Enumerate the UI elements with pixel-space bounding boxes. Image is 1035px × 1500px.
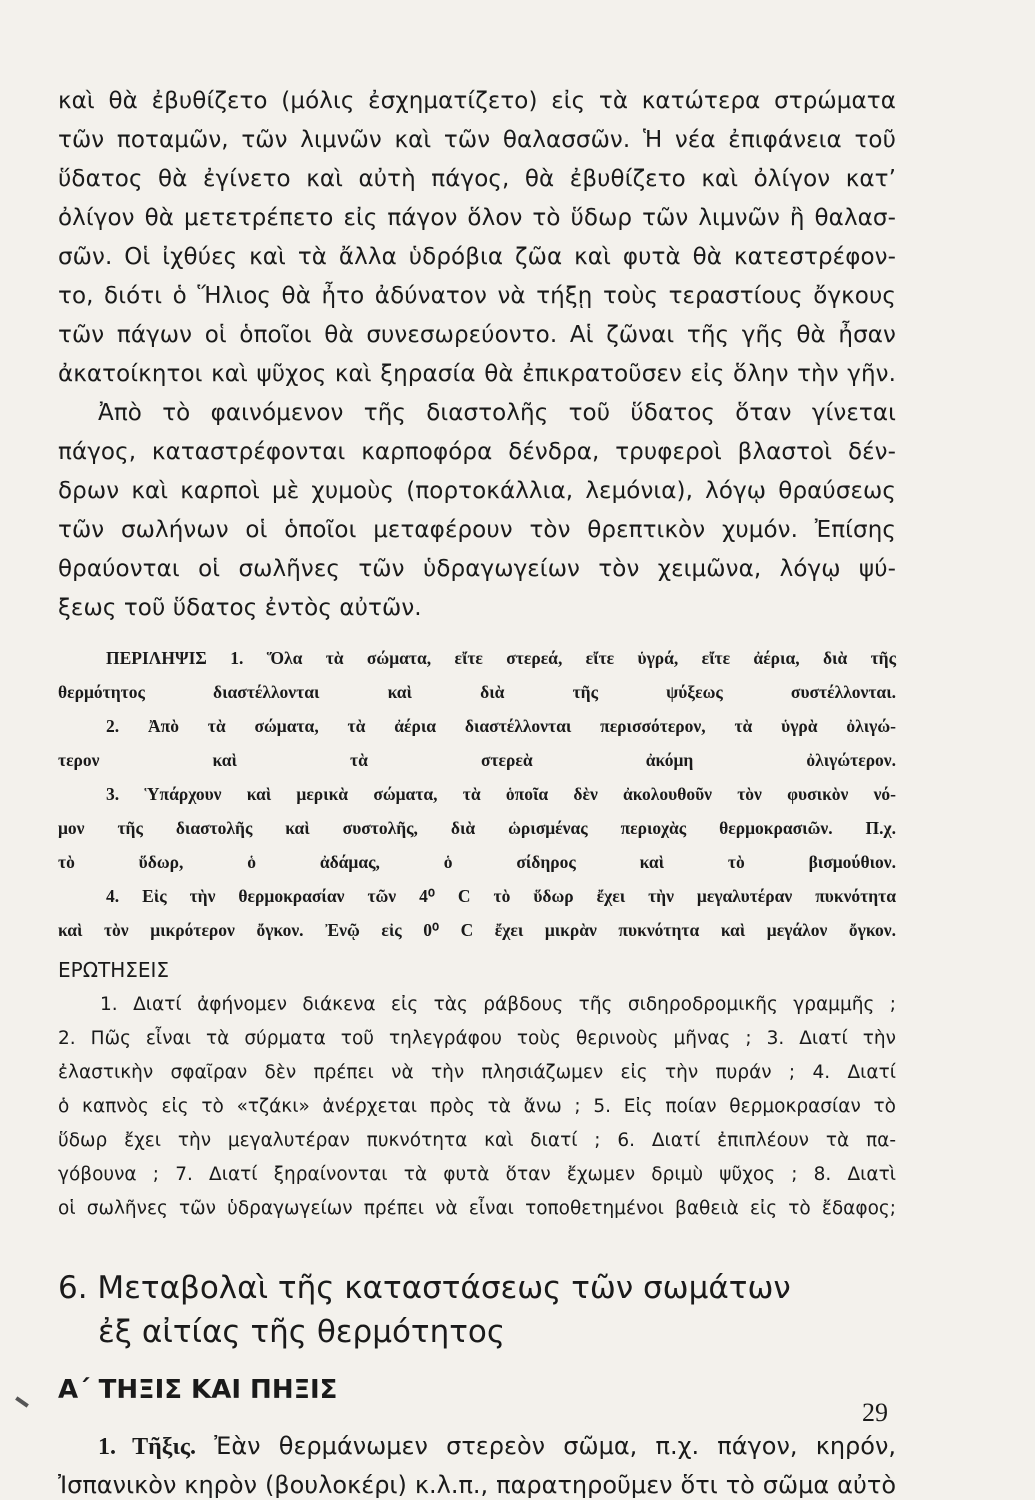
summary-line: μον τῆς διαστολῆς καὶ συστολῆς, διὰ ὡρισμένας περιοχὰς θερμοκρασιῶν. Π.χ. bbox=[58, 818, 896, 838]
paragraph-line: δρων καὶ καρποὶ μὲ χυμοὺς (πορτοκάλλια, λεμόνια), λόγῳ θραύσεως bbox=[58, 478, 896, 504]
paragraph-line: τῶν πάγων οἱ ὁποῖοι θὰ συνεσωρεύοντο. Αἱ ζῶναι τῆς γῆς θὰ ἦσαν bbox=[58, 322, 896, 348]
paragraph-line: καὶ θὰ ἐβυθίζετο (μόλις ἐσχηματίζετο) εἰς τὰ κατώτερα στρώματα bbox=[58, 88, 896, 114]
paragraph-line: τῶν ποταμῶν, τῶν λιμνῶν καὶ τῶν θαλασσῶν. Ἡ νέα ἐπιφάνεια τοῦ bbox=[58, 127, 896, 153]
question-line: ἐλαστικὴν σφαῖραν δὲν πρέπει νὰ τὴν πλησιάζωμεν εἰς τὴν πυράν ; 4. Διατί bbox=[58, 1062, 896, 1083]
paragraph-line: ὀλίγον θὰ μετετρέπετο εἰς πάγον ὅλον τὸ ὕδωρ τῶν λιμνῶν ἢ θαλασ- bbox=[58, 205, 896, 231]
section-title-continued: ἐξ αἰτίας τῆς θερμότητος bbox=[98, 1314, 506, 1350]
page-number: 29 bbox=[862, 1398, 888, 1427]
question-line: ὁ καπνὸς εἰς τὸ «τζάκι» ἀνέρχεται πρὸς τὰ ἄνω ; 5. Εἰς ποίαν θερμοκρασίαν τὸ bbox=[58, 1096, 896, 1117]
paragraph-line: θραύονται οἱ σωλῆνες τῶν ὑδραγωγείων τὸν χειμῶνα, λόγῳ ψύ- bbox=[58, 556, 896, 582]
scan-mark bbox=[15, 1396, 29, 1407]
subheading: Α΄ ΤΗΞΙΣ ΚΑΙ ΠΗΞΙΣ bbox=[58, 1375, 338, 1405]
question-line: 2. Πῶς εἶναι τὰ σύρματα τοῦ τηλεγράφου τοὺς θερινοὺς μῆνας ; 3. Διατί τὴν bbox=[58, 1028, 896, 1049]
paragraph-line: τῶν σωλήνων οἱ ὁποῖοι μεταφέρουν τὸν θρεπτικὸν χυμόν. Ἐπίσης bbox=[58, 517, 896, 543]
paragraph-line: ξεως τοῦ ὕδατος ἐντὸς αὐτῶν. bbox=[58, 595, 422, 621]
paragraph-line: το, διότι ὁ Ἥλιος θὰ ἦτο ἀδύνατον νὰ τήξῃ τοὺς τεραστίους ὄγκους bbox=[58, 283, 896, 309]
paragraph-line: Ἀπὸ τὸ φαινόμενον τῆς διαστολῆς τοῦ ὕδατος ὅταν γίνεται bbox=[98, 400, 896, 426]
question-line: 1. Διατί ἀφήνομεν διάκενα εἰς τὰς ράβδους τῆς σιδηροδρομικῆς γραμμῆς ; bbox=[100, 994, 896, 1015]
final-paragraph-line bbox=[58, 1432, 896, 1461]
paragraph-line: ἀκατοίκητοι καὶ ψῦχος καὶ ξηρασία θὰ ἐπικρατοῦσεν εἰς ὅλην τὴν γῆν. bbox=[58, 361, 896, 387]
summary-line: 3. Ὑπάρχουν καὶ μερικὰ σώματα, τὰ ὁποῖα δὲν ἀκολουθοῦν τὸν φυσικὸν νό- bbox=[106, 784, 896, 804]
section-title: 6. Μεταβολαὶ τῆς καταστάσεως τῶν σωμάτων bbox=[58, 1270, 791, 1306]
question-line: γόβουνα ; 7. Διατί ξηραίνονται τὰ φυτὰ ὅταν ἔχωμεν δριμὺ ψῦχος ; 8. Διατὶ bbox=[58, 1164, 896, 1185]
summary-line: τερον καὶ τὰ στερεὰ ἀκόμη ὀλιγώτερον. bbox=[58, 750, 896, 770]
summary-line: καὶ τὸν μικρότερον ὄγκον. Ἐνῷ εἰς 0⁰ C ἔχει μικρὰν πυκνότητα καὶ μεγάλον ὄγκον. bbox=[58, 920, 896, 940]
question-line: ὕδωρ ἔχει τὴν μεγαλυτέραν πυκνότητα καὶ διατί ; 6. Διατί ἐπιπλέουν τὰ πα- bbox=[58, 1130, 896, 1151]
summary-line: 4. Εἰς τὴν θερμοκρασίαν τῶν 4⁰ C τὸ ὕδωρ ἔχει τὴν μεγαλυτέραν πυκνότητα bbox=[106, 886, 896, 906]
summary-line: θερμότητος διαστέλλονται καὶ διὰ τῆς ψύξεως συστέλλονται. bbox=[58, 682, 896, 702]
paragraph-line: πάγος, καταστρέφονται καρποφόρα δένδρα, τρυφεροὶ βλαστοὶ δέν- bbox=[58, 439, 896, 465]
summary-line: ΠΕΡΙΛΗΨΙΣ 1. Ὅλα τὰ σώματα, εἴτε στερεά, εἴτε ὑγρά, εἴτε ἀέρια, διὰ τῆς bbox=[106, 648, 896, 668]
questions-heading: ΕΡΩΤΗΣΕΙΣ bbox=[58, 958, 170, 982]
final-paragraph-line: Ἰσπανικὸν κηρὸν (βουλοκέρι) κ.λ.π., παρατηροῦμεν ὅτι τὸ σῶμα αὐτὸ bbox=[58, 1471, 896, 1499]
paragraph-line: ὕδατος θὰ ἐγίνετο καὶ αὐτὴ πάγος, θὰ ἐβυθίζετο καὶ ὀλίγον κατ’ bbox=[58, 166, 896, 192]
question-line: οἱ σωλῆνες τῶν ὑδραγωγείων πρέπει νὰ εἶναι τοποθετημένοι βαθειὰ εἰς τὸ ἔδαφος; bbox=[58, 1198, 896, 1219]
final-line-text: Ἐὰν θερμάνωμεν στερεὸν σῶμα, π.χ. πάγον, κηρόν, bbox=[196, 1432, 897, 1460]
paragraph-line: σῶν. Οἱ ἰχθύες καὶ τὰ ἄλλα ὑδρόβια ζῶα καὶ φυτὰ θὰ κατεστρέφον- bbox=[58, 244, 896, 270]
summary-line: τὸ ὕδωρ, ὁ ἀδάμας, ὁ σίδηρος καὶ τὸ βισμούθιον. bbox=[58, 852, 896, 872]
term-lead: 1. Τῆξις. bbox=[98, 1434, 197, 1460]
summary-line: 2. Ἀπὸ τὰ σώματα, τὰ ἀέρια διαστέλλονται περισσότερον, τὰ ὑγρὰ ὀλιγώ- bbox=[106, 716, 896, 736]
